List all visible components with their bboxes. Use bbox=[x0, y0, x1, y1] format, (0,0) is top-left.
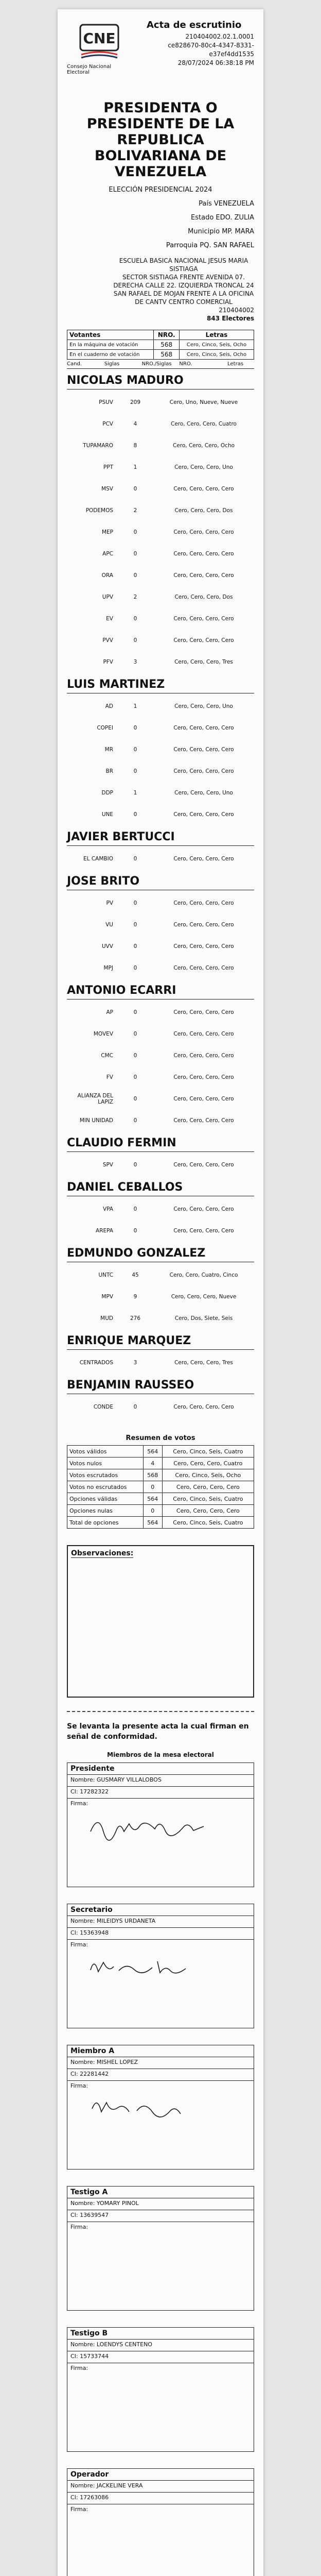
member-ci: CI: 17263086 bbox=[67, 2493, 254, 2504]
party-acronym: MOVEV bbox=[93, 1031, 113, 1037]
summary-table bbox=[67, 1445, 254, 1529]
party-votes-letters: Cero, Cero, Cero, Cero bbox=[173, 943, 234, 950]
summary-nro: 568 bbox=[143, 1469, 162, 1481]
summary-label: Opciones nulas bbox=[67, 1505, 144, 1517]
party-acronym: EL CAMBIO bbox=[83, 856, 113, 862]
party-votes-letters: Cero, Cero, Cero, Cero bbox=[173, 1074, 234, 1080]
party-acronym: PCV bbox=[102, 421, 113, 427]
signature-label: Firma: bbox=[70, 2082, 88, 2089]
member-name: Nombre: JACKELINE VERA bbox=[67, 2481, 254, 2493]
signature-icon bbox=[88, 1811, 211, 1847]
candidate-name: ANTONIO ECARRI bbox=[67, 983, 254, 999]
candidate-name: DANIEL CEBALLOS bbox=[67, 1180, 254, 1196]
candidate-name: CLAUDIO FERMIN bbox=[67, 1136, 254, 1152]
signature-area bbox=[67, 2363, 254, 2451]
candidate-block bbox=[67, 373, 254, 673]
member-role: Operador bbox=[67, 2469, 254, 2481]
summary-letras: Cero, Cero, Cero, Cuatro bbox=[162, 1458, 254, 1469]
party-votes: 1 bbox=[133, 703, 137, 709]
party-acronym: CMC bbox=[101, 1053, 113, 1059]
member-role: Secretario bbox=[67, 1904, 254, 1916]
candidate-name: EDMUNDO GONZALEZ bbox=[67, 1246, 254, 1262]
party-row bbox=[67, 1286, 254, 1308]
party-acronym: PSUV bbox=[99, 399, 113, 405]
col-cand: Cand. bbox=[67, 361, 82, 367]
table-row bbox=[67, 340, 254, 350]
voters-header-letras: Letras bbox=[179, 330, 254, 340]
party-votes: 2 bbox=[133, 594, 137, 600]
member-name: Nombre: YOMARY PINOL bbox=[67, 2198, 254, 2210]
divider bbox=[67, 1711, 254, 1712]
member-box bbox=[67, 2186, 254, 2311]
party-votes: 0 bbox=[133, 486, 137, 492]
party-row bbox=[67, 651, 254, 673]
voters-row-letras: Cero, Cinco, Seis, Ocho bbox=[179, 340, 254, 350]
party-row bbox=[67, 1023, 254, 1045]
party-votes-letters: Cero, Cero, Cero, Cero bbox=[173, 1053, 234, 1059]
party-acronym: MUD bbox=[100, 1315, 113, 1321]
municipality: Municipio MP. MARA bbox=[188, 228, 254, 235]
party-votes: 3 bbox=[133, 1360, 137, 1366]
party-row bbox=[67, 543, 254, 565]
party-acronym: UPV bbox=[102, 594, 113, 600]
party-row bbox=[67, 392, 254, 413]
party-votes: 0 bbox=[133, 1228, 137, 1234]
party-row bbox=[67, 630, 254, 651]
table-row bbox=[67, 1469, 254, 1481]
voters-table bbox=[67, 330, 254, 360]
party-row bbox=[67, 1045, 254, 1066]
party-votes: 0 bbox=[133, 856, 137, 862]
summary-label: Votos válidos bbox=[67, 1446, 144, 1458]
party-votes-letters: Cero, Dos, Siete, Seis bbox=[174, 1315, 233, 1321]
member-box bbox=[67, 1904, 254, 2028]
party-row bbox=[67, 1198, 254, 1220]
party-acronym: BR bbox=[105, 768, 113, 774]
party-acronym: APC bbox=[102, 551, 113, 557]
party-votes-letters: Cero, Cero, Cero, Cero bbox=[173, 922, 234, 928]
party-row bbox=[67, 782, 254, 804]
table-row bbox=[67, 1517, 254, 1529]
candidate-name: JOSE BRITO bbox=[67, 874, 254, 890]
party-acronym: CONDE bbox=[93, 1404, 113, 1410]
signature-icon bbox=[88, 1952, 211, 1988]
party-votes: 0 bbox=[133, 1117, 137, 1124]
signature-area bbox=[67, 2222, 254, 2310]
member-ci: CI: 22281442 bbox=[67, 2069, 254, 2081]
party-acronym: SPV bbox=[102, 1162, 113, 1168]
party-row bbox=[67, 696, 254, 717]
party-acronym: VU bbox=[105, 922, 113, 928]
signature-area bbox=[67, 1799, 254, 1887]
col-siglas: Siglas bbox=[104, 361, 120, 367]
party-votes: 0 bbox=[133, 1074, 137, 1080]
party-votes-letters: Cero, Cero, Cero, Uno bbox=[174, 703, 233, 709]
member-role: Testigo B bbox=[67, 2328, 254, 2340]
party-votes: 276 bbox=[130, 1315, 141, 1321]
electors-count: 843 Electores bbox=[207, 315, 254, 322]
summary-letras: Cero, Cinco, Seis, Ocho bbox=[162, 1469, 254, 1481]
party-votes-letters: Cero, Cero, Cero, Cero bbox=[173, 616, 234, 622]
summary-nro: 564 bbox=[143, 1493, 162, 1505]
party-votes-letters: Cero, Cero, Cero, Cero bbox=[173, 1404, 234, 1410]
signature-area bbox=[67, 2081, 254, 2169]
party-votes-letters: Cero, Cero, Cuatro, Cinco bbox=[169, 1272, 238, 1278]
party-votes-letters: Cero, Cero, Cero, Cero bbox=[173, 572, 234, 579]
party-row bbox=[67, 478, 254, 500]
summary-label: Opciones válidas bbox=[67, 1493, 144, 1505]
party-votes: 0 bbox=[133, 1009, 137, 1015]
acta-title: Acta de escrutinio bbox=[147, 20, 242, 30]
party-votes-letters: Cero, Cero, Cero, Cero bbox=[173, 1228, 234, 1234]
party-row bbox=[67, 521, 254, 543]
party-votes-letters: Cero, Cero, Cero, Cero bbox=[173, 856, 234, 862]
party-votes: 0 bbox=[133, 551, 137, 557]
acta-hash-2: e37ef4dd1535 bbox=[209, 50, 254, 58]
acta-header bbox=[67, 21, 254, 93]
candidate-block bbox=[67, 1246, 254, 1329]
party-votes-letters: Cero, Cero, Cero, Nueve bbox=[171, 1294, 237, 1300]
acta-datetime: 28/07/2024 06:38:18 PM bbox=[177, 59, 254, 66]
party-votes: 0 bbox=[133, 637, 137, 643]
party-votes-letters: Cero, Cero, Cero, Cero bbox=[173, 747, 234, 753]
party-acronym: FV bbox=[106, 1074, 113, 1080]
party-votes-letters: Cero, Cero, Cero, Cero bbox=[173, 551, 234, 557]
member-ci: CI: 15733744 bbox=[67, 2351, 254, 2363]
candidate-block bbox=[67, 1136, 254, 1176]
party-votes-letters: Cero, Cero, Cero, Cero bbox=[173, 1009, 234, 1015]
summary-nro: 0 bbox=[143, 1481, 162, 1493]
party-row bbox=[67, 739, 254, 760]
member-ci: CI: 17282322 bbox=[67, 1787, 254, 1799]
party-votes: 0 bbox=[133, 1096, 137, 1102]
party-votes-letters: Cero, Cero, Cero, Cero bbox=[173, 1096, 234, 1102]
voters-header-nro: NRO. bbox=[154, 330, 180, 340]
candidate-block bbox=[67, 829, 254, 870]
school-name: ESCUELA BASICA NACIONAL JESUS MARIA SISTIAGA bbox=[119, 257, 248, 273]
acta-info bbox=[131, 21, 254, 93]
election-name: ELECCIÓN PRESIDENCIAL 2024 bbox=[109, 186, 212, 194]
party-votes: 1 bbox=[133, 790, 137, 796]
party-votes: 0 bbox=[133, 572, 137, 579]
party-acronym: CENTRADOS bbox=[79, 1360, 113, 1366]
party-acronym: PV bbox=[106, 900, 113, 906]
election-title: PRESIDENTA O PRESIDENTE DE LA REPUBLICA BOLIVARIANA DE VENEZUELA bbox=[86, 100, 235, 180]
table-row bbox=[67, 1446, 254, 1458]
summary-label: Total de opciones bbox=[67, 1517, 144, 1529]
party-votes-letters: Cero, Cero, Cero, Cero bbox=[173, 1031, 234, 1037]
candidate-block bbox=[67, 677, 254, 825]
party-votes: 0 bbox=[133, 1053, 137, 1059]
party-row bbox=[67, 586, 254, 608]
party-votes: 9 bbox=[133, 1294, 137, 1300]
party-votes-letters: Cero, Uno, Nueve, Nueve bbox=[169, 399, 238, 405]
signature-label: Firma: bbox=[70, 2365, 88, 2371]
signature-label: Firma: bbox=[70, 1800, 88, 1807]
party-acronym: MPV bbox=[101, 1294, 113, 1300]
party-acronym: ORA bbox=[101, 572, 113, 579]
party-votes-letters: Cero, Cero, Cero, Cero bbox=[173, 637, 234, 643]
candidate-block bbox=[67, 1378, 254, 1418]
party-acronym: EV bbox=[106, 616, 113, 622]
state: Estado EDO. ZULIA bbox=[191, 214, 254, 222]
party-votes: 0 bbox=[133, 768, 137, 774]
summary-nro: 564 bbox=[143, 1446, 162, 1458]
party-acronym: UVV bbox=[101, 943, 113, 950]
summary-letras: Cero, Cinco, Seis, Cuatro bbox=[162, 1446, 254, 1458]
party-votes-letters: Cero, Cero, Cero, Cero bbox=[173, 768, 234, 774]
party-votes: 0 bbox=[133, 747, 137, 753]
observations-label: Observaciones: bbox=[71, 1549, 134, 1557]
party-row bbox=[67, 936, 254, 957]
party-votes: 209 bbox=[130, 399, 141, 405]
member-role: Testigo A bbox=[67, 2187, 254, 2198]
party-row bbox=[67, 1002, 254, 1023]
party-row bbox=[67, 1066, 254, 1088]
member-box bbox=[67, 2327, 254, 2452]
party-votes-letters: Cero, Cero, Cero, Cuatro bbox=[171, 421, 237, 427]
party-votes-letters: Cero, Cero, Cero, Cero bbox=[173, 486, 234, 492]
party-votes: 8 bbox=[133, 443, 137, 449]
svg-text:CNE: CNE bbox=[82, 30, 116, 47]
party-acronym: MIN UNIDAD bbox=[79, 1117, 113, 1124]
party-votes-letters: Cero, Cero, Cero, Cero bbox=[173, 1117, 234, 1124]
candidate-name: NICOLAS MADURO bbox=[67, 373, 254, 389]
signature-area bbox=[67, 2504, 254, 2576]
party-votes: 0 bbox=[133, 922, 137, 928]
candidate-name: BENJAMIN RAUSSEO bbox=[67, 1378, 254, 1394]
party-votes-letters: Cero, Cero, Cero, Cero bbox=[173, 811, 234, 818]
party-acronym: MSV bbox=[101, 486, 113, 492]
member-ci: CI: 13639547 bbox=[67, 2210, 254, 2222]
party-acronym: VPA bbox=[102, 1206, 113, 1212]
party-votes-letters: Cero, Cero, Cero, Cero bbox=[173, 1206, 234, 1212]
summary-letras: Cero, Cinco, Seis, Cuatro bbox=[162, 1493, 254, 1505]
party-votes: 0 bbox=[133, 900, 137, 906]
voters-row-letras: Cero, Cinco, Seis, Ocho bbox=[179, 350, 254, 360]
party-row bbox=[67, 1352, 254, 1374]
member-ci: CI: 15363948 bbox=[67, 1928, 254, 1940]
party-acronym: MR bbox=[104, 747, 113, 753]
parish: Parroquia PQ. SAN RAFAEL bbox=[166, 242, 254, 249]
party-votes-letters: Cero, Cero, Cero, Cero bbox=[173, 900, 234, 906]
party-votes-letters: Cero, Cero, Cero, Cero bbox=[173, 529, 234, 535]
member-name: Nombre: GUSMARY VILLALOBOS bbox=[67, 1775, 254, 1787]
summary-letras: Cero, Cero, Cero, Cero bbox=[162, 1505, 254, 1517]
party-votes: 2 bbox=[133, 507, 137, 514]
voters-row-nro: 568 bbox=[154, 340, 180, 350]
col-nro: NRO. bbox=[179, 361, 192, 367]
party-votes-letters: Cero, Cero, Cero, Tres bbox=[174, 1360, 233, 1366]
party-acronym: MEP bbox=[101, 529, 113, 535]
party-votes-letters: Cero, Cero, Cero, Uno bbox=[174, 464, 233, 470]
party-acronym: UNE bbox=[101, 811, 113, 818]
party-row bbox=[67, 848, 254, 870]
party-acronym: AREPA bbox=[96, 1228, 113, 1234]
party-votes: 3 bbox=[133, 659, 137, 665]
party-row bbox=[67, 1220, 254, 1242]
cne-logo bbox=[67, 21, 131, 93]
party-votes-letters: Cero, Cero, Cero, Dos bbox=[174, 594, 233, 600]
members-title: Miembros de la mesa electoral bbox=[107, 1751, 214, 1758]
acta-receipt bbox=[58, 9, 263, 2576]
party-row bbox=[67, 804, 254, 825]
signature-label: Firma: bbox=[70, 2506, 88, 2513]
party-acronym: ALIANZA DEL LAPIZ bbox=[77, 1093, 113, 1105]
party-votes-letters: Cero, Cero, Cero, Cero bbox=[173, 725, 234, 731]
party-acronym: AD bbox=[105, 703, 113, 709]
party-acronym: AP bbox=[106, 1009, 113, 1015]
party-votes-letters: Cero, Cero, Cero, Cero bbox=[173, 1162, 234, 1168]
voters-row-label: En el cuaderno de votación bbox=[67, 350, 154, 360]
party-row bbox=[67, 1154, 254, 1176]
party-acronym: UNTC bbox=[98, 1272, 113, 1278]
acta-code: 210404002.02.1.0001 bbox=[185, 33, 254, 40]
member-name: Nombre: MILEIDYS URDANETA bbox=[67, 1916, 254, 1928]
election-meta bbox=[67, 185, 254, 323]
candidate-name: LUIS MARTINEZ bbox=[67, 677, 254, 693]
candidate-block bbox=[67, 1333, 254, 1374]
party-votes: 1 bbox=[133, 464, 137, 470]
party-row bbox=[67, 1088, 254, 1110]
candidate-name: JAVIER BERTUCCI bbox=[67, 829, 254, 846]
table-row bbox=[67, 1493, 254, 1505]
summary-label: Votos no escrutados bbox=[67, 1481, 144, 1493]
members-list bbox=[67, 1762, 254, 2576]
party-votes-letters: Cero, Cero, Cero, Dos bbox=[174, 507, 233, 514]
member-box bbox=[67, 1762, 254, 1887]
party-row bbox=[67, 957, 254, 979]
party-row bbox=[67, 413, 254, 435]
party-row bbox=[67, 892, 254, 914]
voters-header-label: Votantes bbox=[67, 330, 154, 340]
member-role: Miembro A bbox=[67, 2045, 254, 2057]
cne-logo-icon bbox=[76, 21, 122, 62]
party-votes: 0 bbox=[133, 725, 137, 731]
party-acronym: PVV bbox=[102, 637, 113, 643]
party-row bbox=[67, 1308, 254, 1329]
party-acronym: MPJ bbox=[103, 965, 113, 971]
party-row bbox=[67, 1264, 254, 1286]
member-box bbox=[67, 2045, 254, 2170]
party-votes: 45 bbox=[132, 1272, 139, 1278]
summary-letras: Cero, Cero, Cero, Cero bbox=[162, 1481, 254, 1493]
party-votes-letters: Cero, Cero, Cero, Uno bbox=[174, 790, 233, 796]
center-code: 210404002 bbox=[219, 307, 254, 314]
party-votes: 0 bbox=[133, 529, 137, 535]
party-acronym: TUPAMARO bbox=[83, 443, 113, 449]
col-letras: Letras bbox=[227, 361, 244, 367]
summary-title: Resumen de votos bbox=[126, 1434, 195, 1442]
observations-box bbox=[67, 1545, 254, 1698]
party-votes: 0 bbox=[133, 965, 137, 971]
party-votes-letters: Cero, Cero, Cero, Tres bbox=[174, 659, 233, 665]
party-votes: 0 bbox=[133, 811, 137, 818]
party-row bbox=[67, 456, 254, 478]
candidate-block bbox=[67, 983, 254, 1131]
party-votes-letters: Cero, Cero, Cero, Ocho bbox=[172, 443, 235, 449]
voters-row-nro: 568 bbox=[154, 350, 180, 360]
summary-nro: 0 bbox=[143, 1505, 162, 1517]
candidates-list bbox=[67, 373, 254, 1418]
party-votes: 0 bbox=[133, 616, 137, 622]
party-votes: 0 bbox=[133, 1206, 137, 1212]
candidate-block bbox=[67, 874, 254, 979]
party-row bbox=[67, 914, 254, 936]
acta-hash-1: ce828670-80c4-4347-8331- bbox=[168, 42, 254, 49]
party-row bbox=[67, 717, 254, 739]
party-votes: 4 bbox=[133, 421, 137, 427]
party-acronym: COPEI bbox=[97, 725, 113, 731]
party-row bbox=[67, 435, 254, 456]
party-row bbox=[67, 1396, 254, 1418]
signature-icon bbox=[88, 2093, 211, 2129]
party-acronym: PODEMOS bbox=[85, 507, 113, 514]
table-row bbox=[67, 1458, 254, 1469]
party-row bbox=[67, 565, 254, 586]
table-row bbox=[67, 1505, 254, 1517]
party-row bbox=[67, 760, 254, 782]
summary-label: Votos nulos bbox=[67, 1458, 144, 1469]
party-votes: 0 bbox=[133, 1162, 137, 1168]
signature-label: Firma: bbox=[70, 1941, 88, 1948]
member-name: Nombre: LOENDYS CENTENO bbox=[67, 2340, 254, 2351]
conformity-text: Se levanta la presente acta la cual firman en señal de conformidad. bbox=[67, 1722, 249, 1741]
summary-nro: 4 bbox=[143, 1458, 162, 1469]
voters-row-label: En la máquina de votación bbox=[67, 340, 154, 350]
party-votes: 0 bbox=[133, 943, 137, 950]
party-row bbox=[67, 608, 254, 630]
member-box bbox=[67, 2468, 254, 2576]
summary-label: Votos escrutados bbox=[67, 1469, 144, 1481]
signature-area bbox=[67, 1940, 254, 2028]
col-nro-siglas: NRO./Siglas bbox=[141, 361, 172, 367]
party-votes: 0 bbox=[133, 1031, 137, 1037]
member-role: Presidente bbox=[67, 1763, 254, 1775]
country: País VENEZUELA bbox=[199, 200, 254, 208]
party-row bbox=[67, 500, 254, 521]
candidate-name: ENRIQUE MARQUEZ bbox=[67, 1333, 254, 1350]
party-votes: 0 bbox=[133, 1404, 137, 1410]
table-row bbox=[67, 1481, 254, 1493]
party-acronym: PPT bbox=[103, 464, 113, 470]
logo-caption: Consejo Nacional Electoral bbox=[67, 64, 112, 75]
school-address: SECTOR SISTIAGA FRENTE AVENIDA 07. DERECHA CALLE 22. IZQUIERDA TRONCAL 24 SAN RAFAEL DE MOJAN FRENTE A LA OFICINA DE CANTV CENTRO COMERCIAL bbox=[113, 274, 254, 306]
candidate-block bbox=[67, 1180, 254, 1242]
party-row bbox=[67, 1110, 254, 1131]
member-name: Nombre: MISHEL LOPEZ bbox=[67, 2057, 254, 2069]
party-votes-letters: Cero, Cero, Cero, Cero bbox=[173, 965, 234, 971]
summary-nro: 564 bbox=[143, 1517, 162, 1529]
table-row bbox=[67, 350, 254, 360]
party-acronym: DDP bbox=[101, 790, 113, 796]
candidate-columns bbox=[67, 360, 254, 369]
summary-letras: Cero, Cinco, Seis, Cuatro bbox=[162, 1517, 254, 1529]
party-acronym: PFV bbox=[103, 659, 113, 665]
signature-label: Firma: bbox=[70, 2224, 88, 2230]
